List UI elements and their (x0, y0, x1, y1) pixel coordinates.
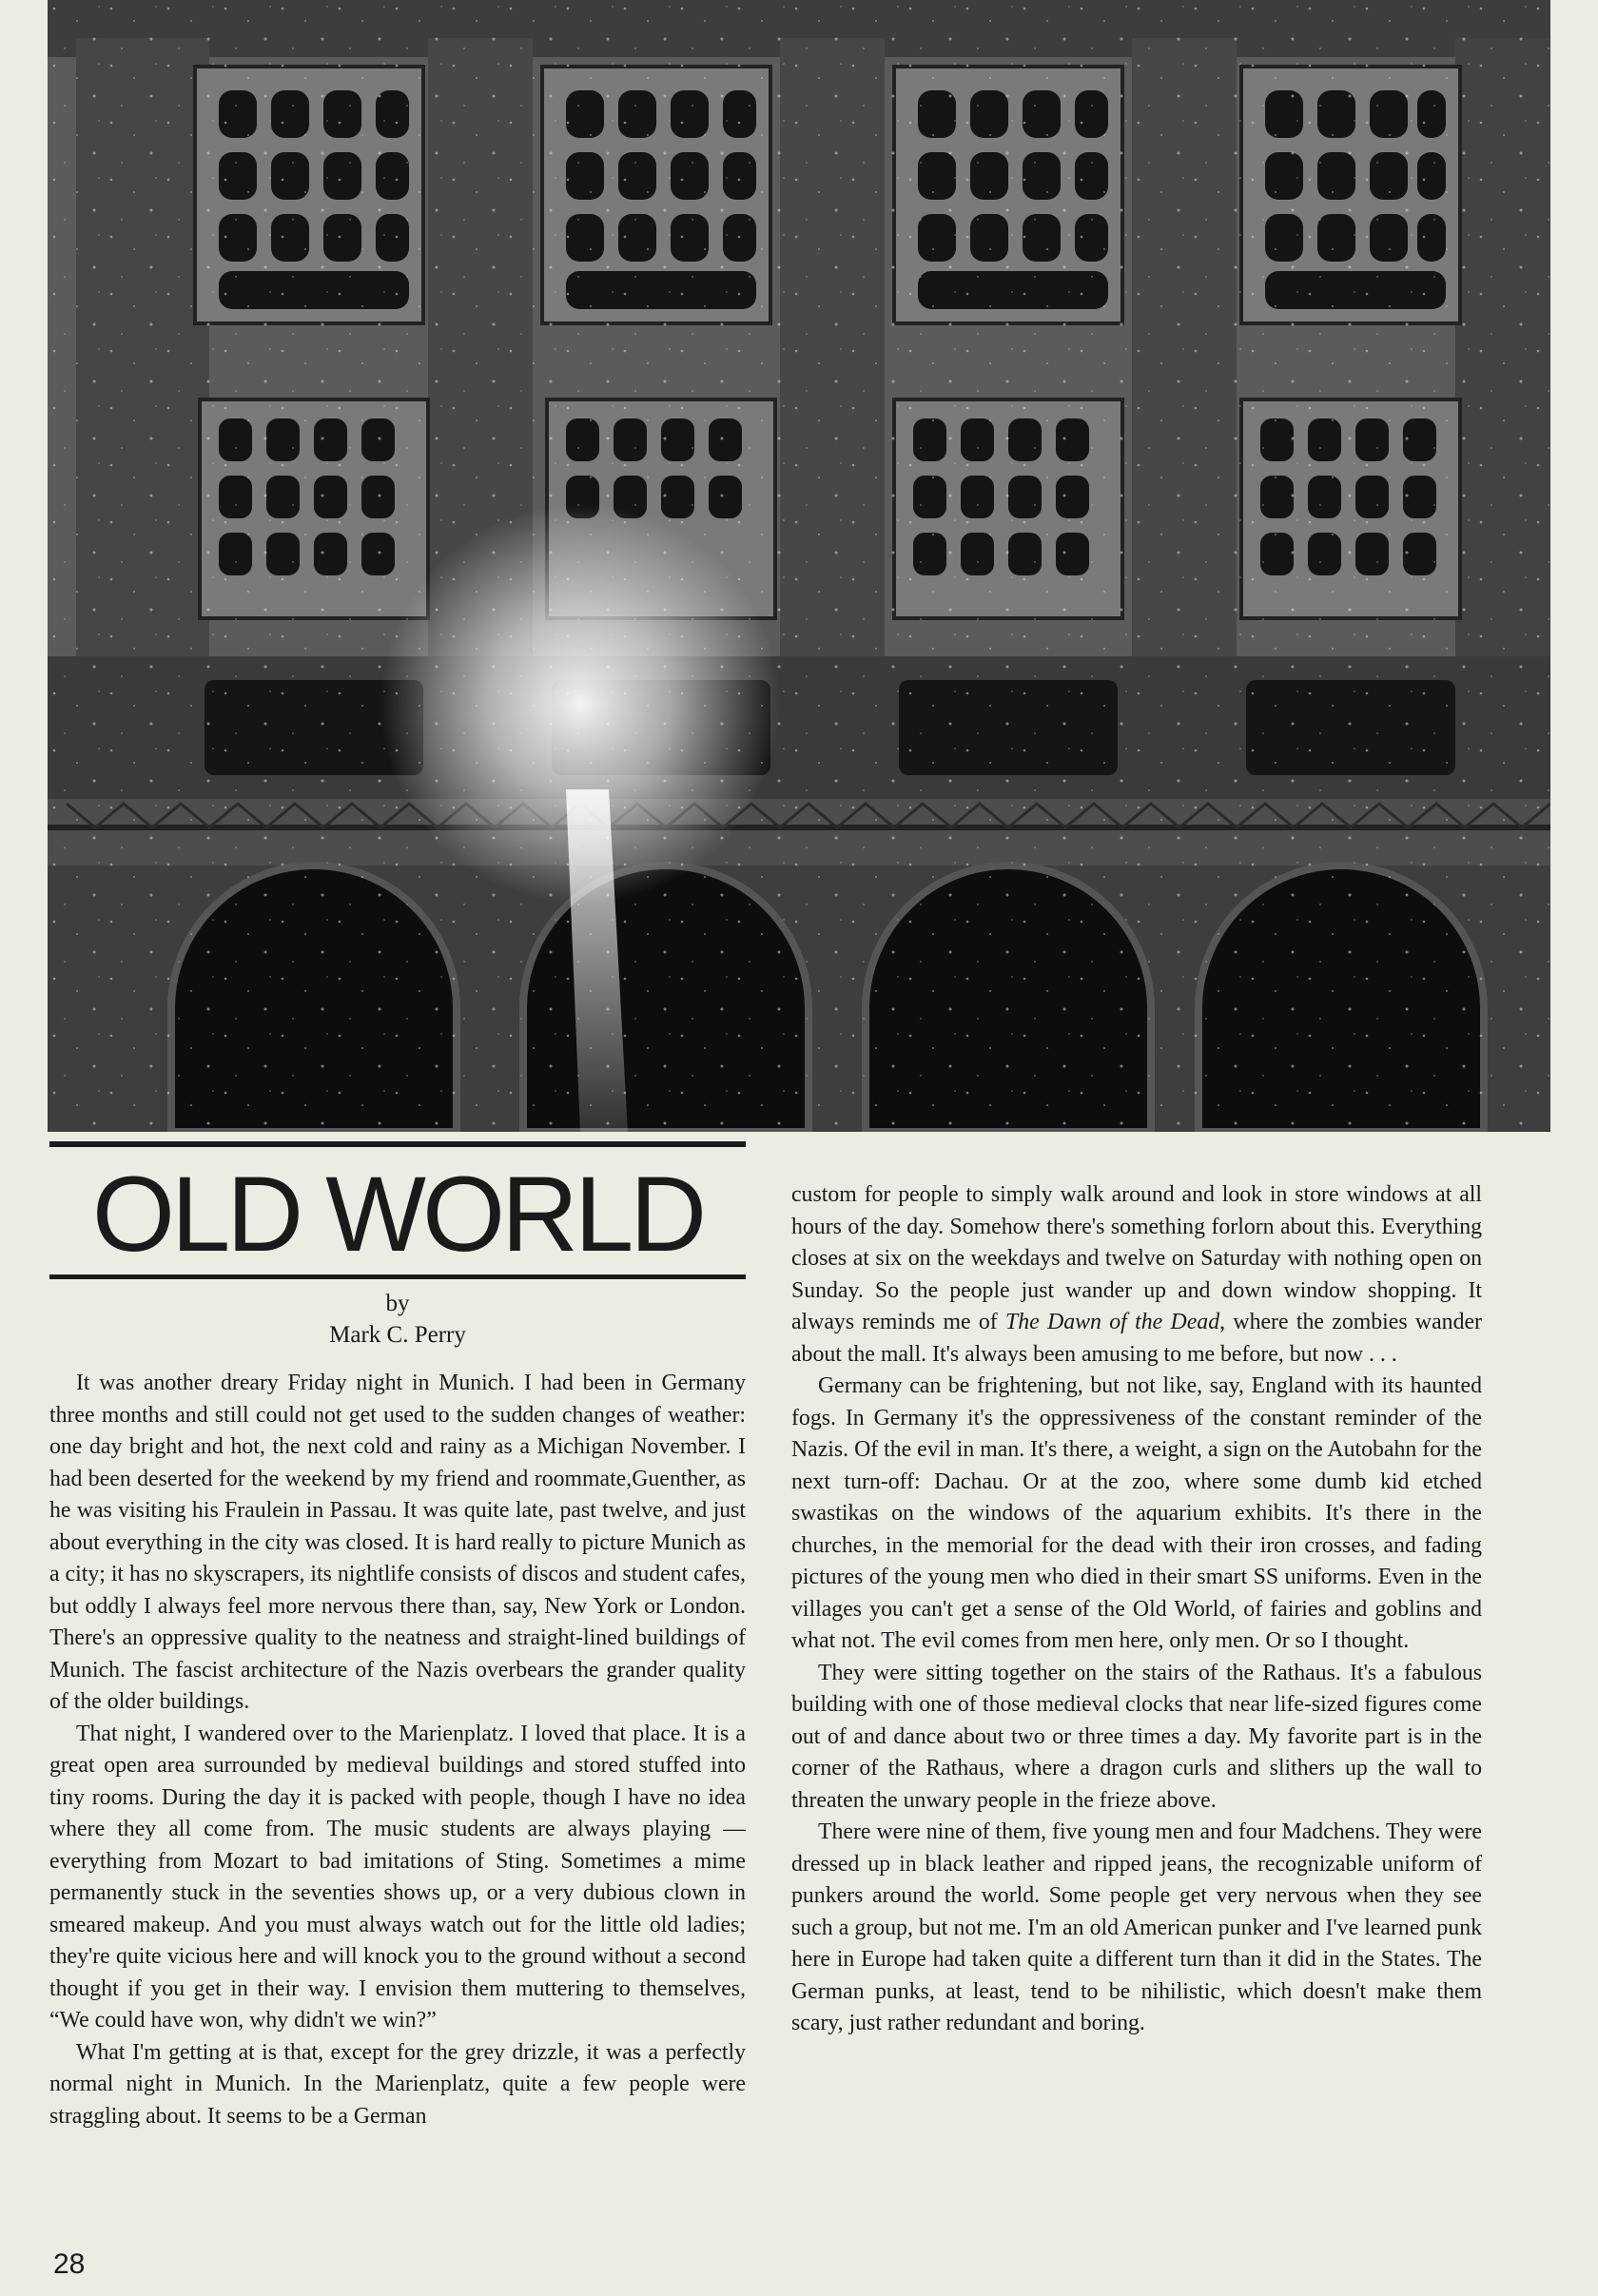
paragraph: Germany can be frightening, but not like, say, England with its haunted fogs. In Germany it's the oppressiveness of the constant reminder of the Nazis. Of the evil in man. It's there, a weight, a sign on the Autobahn for the next turn-off: Dachau. Or at the zoo, where some dumb kid etched swastikas on the windows of the aquarium exhibits. It's there in the churches, in the memorial for the dead with their iron crosses, and fading pictures of the young men who died in their smart SS uniforms. Even in the villages you can't get a sense of the Old World, of fairies and goblins and what not. The evil comes from men here, only men. Or so I thought. (791, 1373, 1482, 1653)
left-column-text (49, 1368, 746, 2132)
title-rule-bottom (49, 1274, 746, 1279)
title-rule-top (49, 1141, 746, 1147)
film-title: The Dawn of the Dead (1005, 1310, 1220, 1334)
paragraph-text: custom for people to simply walk around and look in store windows at all hours of the day. Somehow there's something forlorn about this. Everything closes at six on the weekdays and twelve on Saturday with nothing open on Sunday. So the people just wander up and down window shopping. It always reminds me of (791, 1182, 1482, 1334)
paragraph: It was another dreary Friday night in Munich. I had been in Germany three months and still could not get used to the sudden changes of weather: one day bright and hot, the next cold and rainy as a Michigan November. I had been deserted for the weekend by my friend and roommate,Guenther, as he was visiting his Fraulein in Passau. It was quite late, past twelve, and just about everything in the city was closed. It is hard really to picture Munich as a city; it has no skyscrapers, its nightlife consists of discos and student cafes, but oddly I always feel more nervous there than, say, New York or London. There's an oppressive quality to the neatness and straight-lined buildings of Munich. The fascist architecture of the Nazis overbears the grander quality of the older buildings. (49, 1371, 746, 1715)
right-column (791, 1179, 1482, 2040)
munich-facade-illustration (48, 0, 1550, 1132)
paragraph-text: , where the zombies wander about the mall. It's always been amusing to me before, but now . . . (791, 1310, 1482, 1367)
paragraph: There were nine of them, five young men and four Madchens. They were dressed up in black leather and ripped jeans, the recognizable uniform of punkers around the world. Some people get very nervous when they see such a group, but not me. I'm an old American punker and I've learned punk here in Europe had taken quite a different turn than it did in the States. The German punks, at least, tend to be nihilistic, which doesn't make them scary, just rather redundant and boring. (791, 1819, 1482, 2035)
header-illustration (48, 0, 1550, 1132)
page-number: 28 (53, 2248, 86, 2280)
paragraph: That night, I wandered over to the Marienplatz. I loved that place. It is a great open area surrounded by medieval buildings and stored stuffed into tiny rooms. During the day it is packed with people, though I have no idea where they all come from. The music students are always playing — everything from Mozart to bad imitations of Sting. Sometimes a mime permanently stuck in the seventies shows up, or a very dubious clown in smeared makeup. And you must always watch out for the little old ladies; they're quite vicious here and will knock you to the ground without a second thought if you get in their way. I envision them muttering to themselves, “We could have won, why didn't we win?” (49, 1721, 746, 2033)
author-name: Mark C. Perry (329, 1321, 466, 1348)
byline-by: by (385, 1291, 410, 1317)
left-column (49, 1141, 746, 2132)
byline (49, 1289, 746, 1351)
article-title: OLD WORLD (91, 1155, 704, 1274)
paragraph: They were sitting together on the stairs of the Rathaus. It's a fabulous building with one of those medieval clocks that near life-sized figures come out of and dance about two or three times a day. My favorite part is in the corner of the Rathaus, where a dragon curls and slithers up the wall to threaten the unwary people in the frieze above. (791, 1660, 1482, 1813)
paragraph: What I'm getting at is that, except for the grey drizzle, it was a perfectly normal night in Munich. In the Marienplatz, quite a few people were straggling about. It seems to be a German (49, 2039, 746, 2129)
paragraph-continued (791, 1179, 1482, 1371)
right-column-text (791, 1179, 1482, 2040)
